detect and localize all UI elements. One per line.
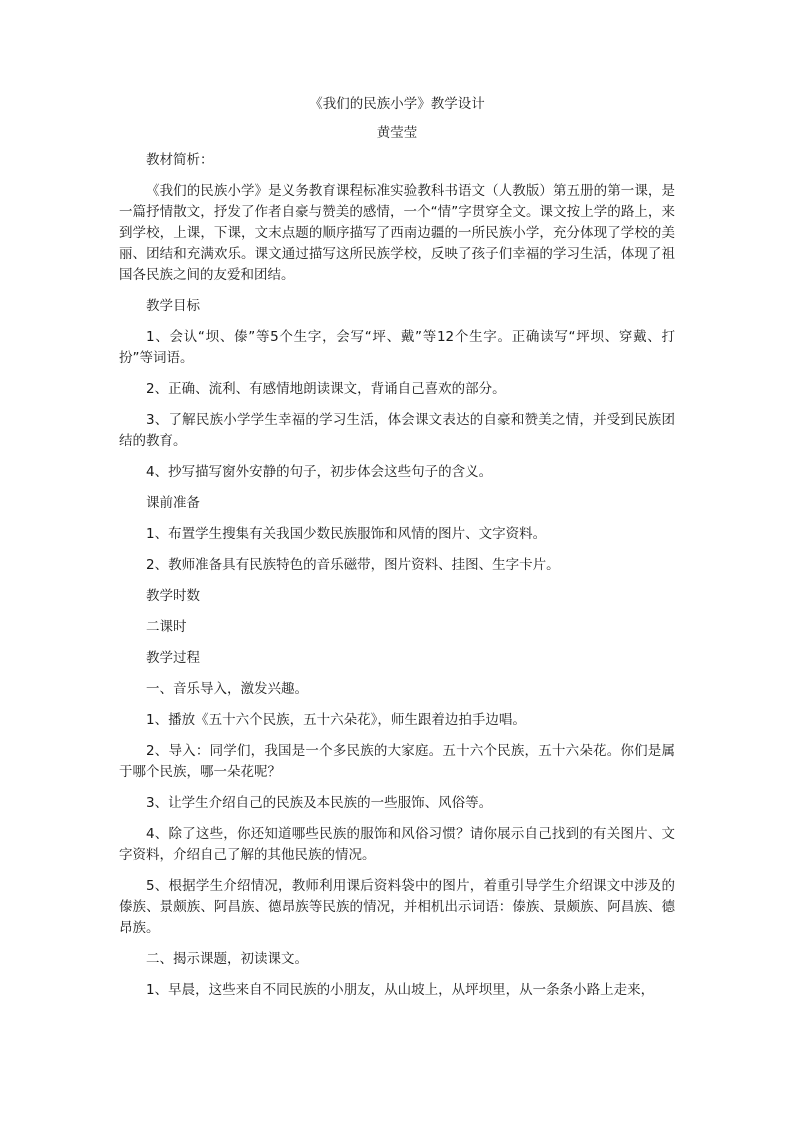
process-item-1: 1、播放《五十六个民族，五十六朵花》，师生跟着边拍手边唱。 (146, 712, 526, 728)
section-heading-process: 教学过程 (146, 650, 200, 666)
goal-item-1: 1、会认“坝、傣”等5个生字，会写“坪、戴”等12个生字。正确读写“坪坝、穿戴、打扮”等词语。 (119, 329, 675, 366)
process-step-heading-2: 二、揭示课题，初读课文。 (146, 951, 308, 967)
hours-value: 二课时 (146, 619, 187, 635)
preparation-item-2: 2、教师准备具有民族特色的音乐磁带，图片资料、挂图、生字卡片。 (146, 557, 560, 573)
paragraph-analysis: 《我们的民族小学》是义务教育课程标准实验教科书语文（人教版）第五册的第一课，是一篇抒情散文，抒发了作者自豪与赞美的感情，一个“情”字贯穿全文。课文按上学的路上，来到学校，上课，下课，文末点题的顺序描写了西南边疆的一所民族小学，充分体现了学校的美丽、团结和充满欢乐。课文通过描写这所民族学校，反映了孩子们幸福的学习生活，体现了祖国各民族之间的友爱和团结。 (119, 183, 675, 283)
process-step-heading-1: 一、音乐导入，激发兴趣。 (146, 681, 308, 697)
section-heading-preparation: 课前准备 (146, 495, 200, 511)
goal-item-2: 2、正确、流利、有感情地朗读课文，背诵自己喜欢的部分。 (146, 381, 506, 397)
section-heading-goals: 教学目标 (146, 298, 200, 314)
section-heading-analysis: 教材简析： (146, 152, 214, 168)
goal-item-4: 4、抄写描写窗外安静的句子，初步体会这些句子的含义。 (146, 464, 493, 480)
process-item-6: 1、早晨，这些来自不同民族的小朋友，从山坡上，从坪坝里，从一条条小路上走来， (146, 982, 655, 998)
document-title: 《我们的民族小学》教学设计 (309, 96, 485, 112)
document-author: 黄莹莹 (376, 125, 418, 141)
process-item-3: 3、让学生介绍自己的民族及本民族的一些服饰、风俗等。 (146, 795, 493, 811)
preparation-item-1: 1、布置学生搜集有关我国少数民族服饰和风情的图片、文字资料。 (146, 526, 547, 542)
process-item-4: 4、除了这些，你还知道哪些民族的服饰和风俗习惯？请你展示自己找到的有关图片、文字资料，介绍自己了解的其他民族的情况。 (119, 826, 675, 863)
process-item-2: 2、导入：同学们，我国是一个多民族的大家庭。五十六个民族，五十六朵花。你们是属于哪个民族，哪一朵花呢？ (119, 743, 675, 780)
process-item-5: 5、根据学生介绍情况，教师利用课后资料袋中的图片，着重引导学生介绍课文中涉及的傣族、景颇族、阿昌族、德昂族等民族的情况，并相机出示词语：傣族、景颇族、阿昌族、德昂族。 (119, 878, 675, 936)
goal-item-3: 3、了解民族小学学生幸福的学习生活，体会课文表达的自豪和赞美之情，并受到民族团结的教育。 (119, 412, 675, 449)
section-heading-hours: 教学时数 (146, 588, 200, 604)
document-page (119, 94, 675, 1001)
